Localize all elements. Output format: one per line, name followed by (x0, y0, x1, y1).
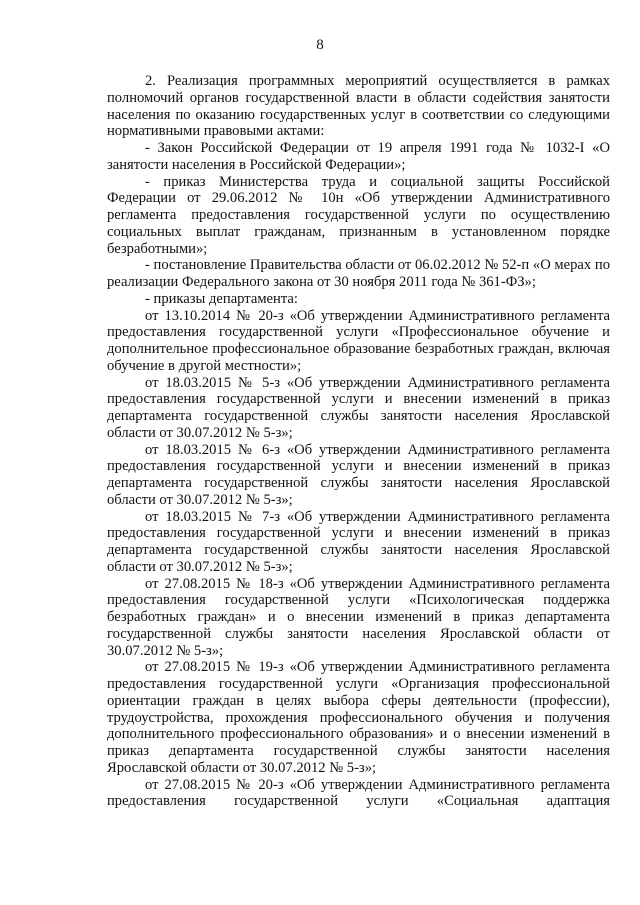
paragraph: от 27.08.2015 № 18-з «Об утверждении Административного регламента предоставления государственной услуги «Психологическая поддержка безработных граждан» и о внесении изменений в приказ департамента государственной службы занятости населения Ярославской области от 30.07.2012 № 5-з»; (107, 575, 610, 659)
paragraph: от 18.03.2015 № 6-з «Об утверждении Административного регламента предоставления государственной услуги и внесении изменений в приказ департамента государственной службы занятости населения Ярославской области от 30.07.2012 № 5-з»; (107, 441, 610, 508)
paragraph: от 13.10.2014 № 20-з «Об утверждении Административного регламента предоставления государственной услуги «Профессиональное обучение и дополнительное профессиональное образование безработных граждан, включая обучение в другой местности»; (107, 307, 610, 374)
paragraph: - приказы департамента: (145, 290, 298, 307)
paragraph: от 27.08.2015 № 19-з «Об утверждении Административного регламента предоставления государственной услуги «Организация профессиональной ориентации граждан в целях выбора сферы деятельности (профессии), трудоустройства, прохождения профессионального обучения и получения дополнительного профессионального образования» и о внесении изменений в приказ департамента государственной службы занятости населения Ярославской области от 30.07.2012 № 5-з»; (107, 659, 610, 776)
paragraph: 2. Реализация программных мероприятий осуществляется в рамках полномочий органов государственной власти в области содействия занятости населения по оказанию государственных услуг в соответствии со следующими нормативными правовыми актами: (107, 73, 610, 140)
paragraph: - постановление Правительства области от 06.02.2012 № 52-п «О мерах по реализации Федерального закона от 30 ноября 2011 года № 361-ФЗ»; (107, 257, 610, 290)
paragraph: от 27.08.2015 № 20-з «Об утверждении Административного регламента предоставления государственной услуги «Социальная адаптация (107, 776, 610, 810)
page-number: 8 (316, 37, 324, 53)
paragraph: от 18.03.2015 № 7-з «Об утверждении Административного регламента предоставления государственной услуги и внесении изменений в приказ департамента государственной службы занятости населения Ярославской области от 30.07.2012 № 5-з»; (107, 508, 610, 575)
document-body (107, 73, 610, 810)
paragraph: от 18.03.2015 № 5-з «Об утверждении Административного регламента предоставления государственной услуги и внесении изменений в приказ департамента государственной службы занятости населения Ярославской области от 30.07.2012 № 5-з»; (107, 374, 610, 441)
paragraph: - Закон Российской Федерации от 19 апреля 1991 года № 1032-I «О занятости населения в Российской Федерации»; (107, 140, 610, 173)
paragraph: - приказ Министерства труда и социальной защиты Российской Федерации от 29.06.2012 № 10н «Об утверждении Административного регламента предоставления государственной услуги по осуществлению социальных выплат гражданам, признанным в установленном порядке безработными»; (107, 173, 610, 257)
